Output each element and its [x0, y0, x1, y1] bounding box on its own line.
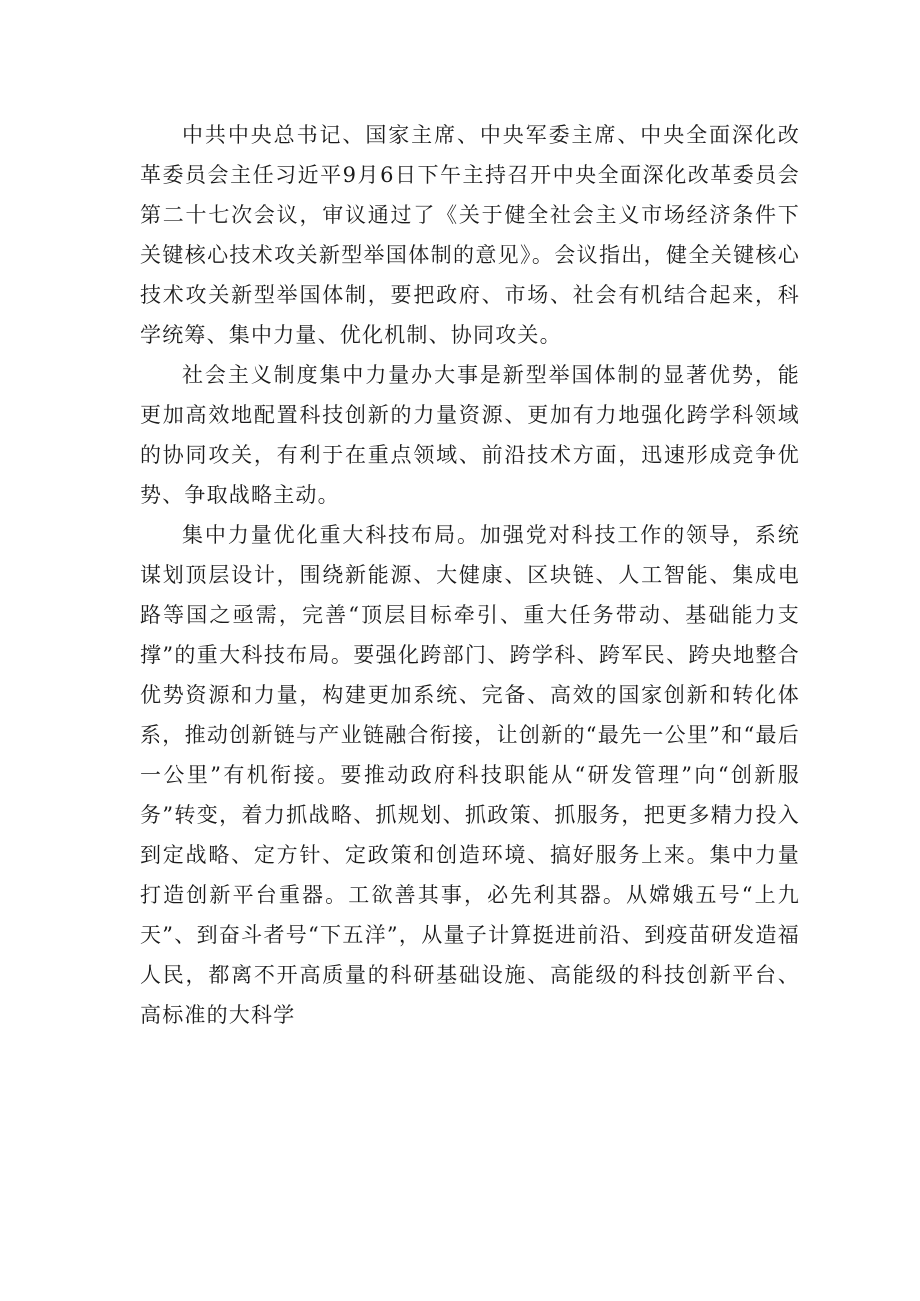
- paragraph-1: 中共中央总书记、国家主席、中央军委主席、中央全面深化改革委员会主任习近平9月6日下午主持召开中央全面深化改革委员会第二十七次会议，审议通过了《关于健全社会主义市场经济条件下关键核心技术攻关新型举国体制的意见》。会议指出，健全关键核心技术攻关新型举国体制，要把政府、市场、社会有机结合起来，科学统筹、集中力量、优化机制、协同攻关。: [140, 123, 800, 347]
- paragraph-3: 集中力量优化重大科技布局。加强党对科技工作的领导，系统谋划顶层设计，围绕新能源、大健康、区块链、人工智能、集成电路等国之亟需，完善“顶层目标牵引、重大任务带动、基础能力支撑”的重大科技布局。要强化跨部门、跨学科、跨军民、跨央地整合优势资源和力量，构建更加系统、完备、高效的国家创新和转化体系，推动创新链与产业链融合衔接，让创新的“最先一公里”和“最后一公里”有机衔接。要推动政府科技职能从“研发管理”向“创新服务”转变，着力抓战略、抓规划、抓政策、抓服务，把更多精力投入到定战略、定方针、定政策和创造环境、搞好服务上来。集中力量打造创新平台重器。工欲善其事，必先利其器。从嫦娥五号“上九天”、到奋斗者号“下五洋”，从量子计算挺进前沿、到疫苗研发造福人民，都离不开高质量的科研基础设施、高能级的科技创新平台、高标准的大科学: [140, 523, 800, 1027]
- paragraph-2: 社会主义制度集中力量办大事是新型举国体制的显著优势，能更加高效地配置科技创新的力量资源、更加有力地强化跨学科领域的协同攻关，有利于在重点领域、前沿技术方面，迅速形成竞争优势、争取战略主动。: [140, 363, 800, 507]
- document-body: [140, 115, 800, 1035]
